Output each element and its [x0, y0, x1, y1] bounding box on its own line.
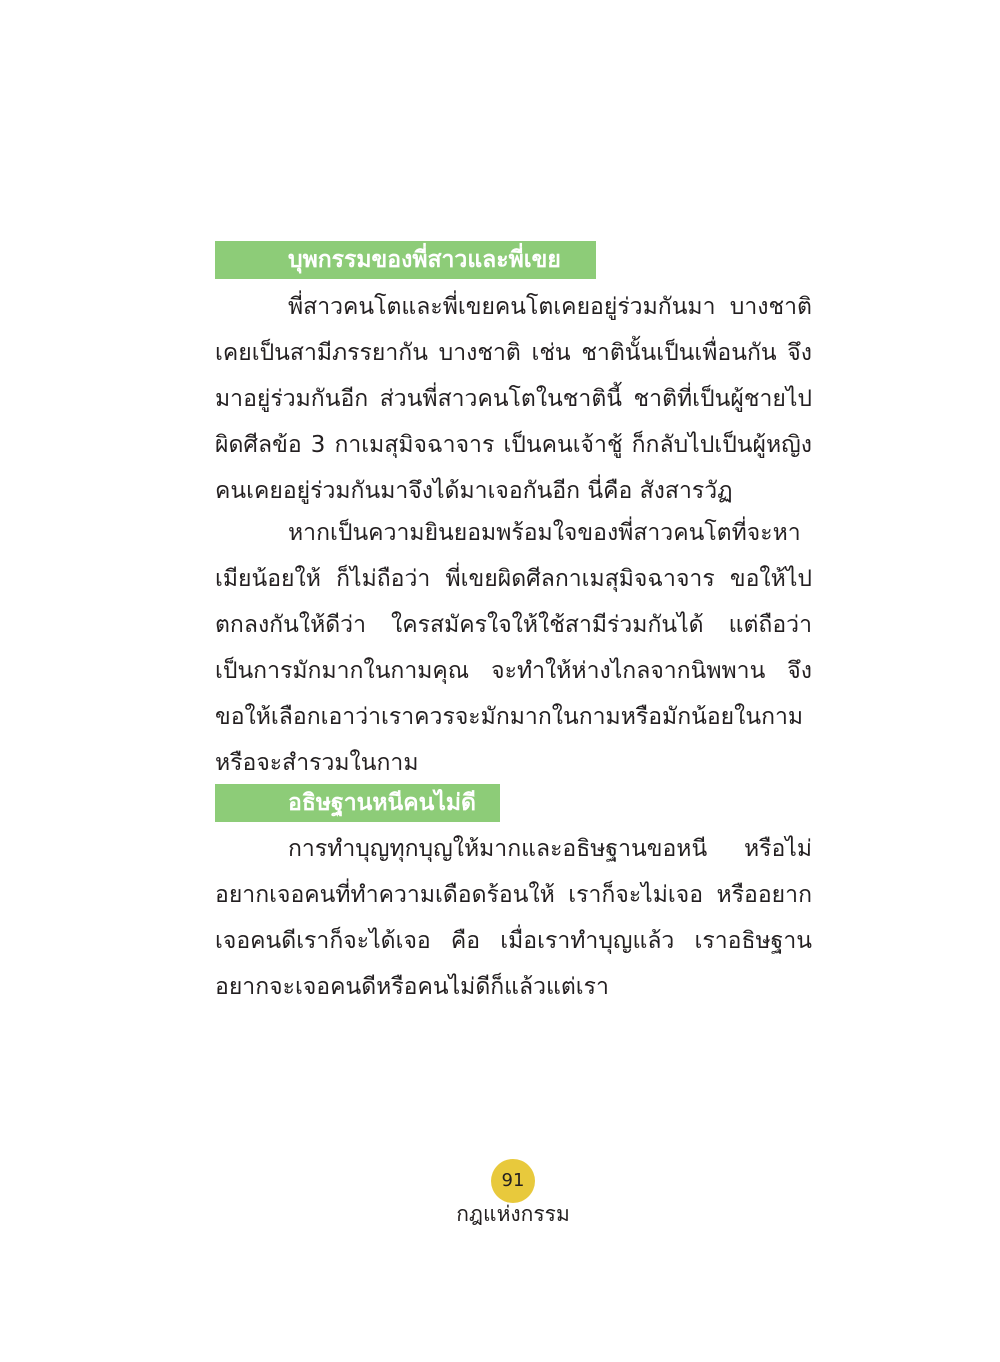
- paragraph-past-karma-1: พี่สาวคนโตและพี่เขยคนโตเคยอยู่ร่วมกันมา บางชาติเคยเป็นสามีภรรยากัน บางชาติ เช่น ชาตินั้นเป็นเพื่อนกัน จึงมาอยู่ร่วมกันอีก ส่วนพี่สาวคนโตในชาตินี้ ชาติที่เป็นผู้ชายไปผิดศีลข้อ 3 กาเมสุมิจฉาจาร เป็นคนเจ้าชู้ ก็กลับไปเป็นผู้หญิง คนเคยอยู่ร่วมกันมาจึงได้มาเจอกันอีก นี่คือ สังสารวัฏ: [215, 294, 812, 504]
- book-title: กฎแห่งกรรม: [456, 1202, 570, 1226]
- paragraph-past-karma-2: หากเป็นความยินยอมพร้อมใจของพี่สาวคนโตที่จะหาเมียน้อยให้ ก็ไม่ถือว่า พี่เขยผิดศีลกาเมสุมิจฉาจาร ขอให้ไปตกลงกันให้ดีว่า ใครสมัครใจให้ใช้สามีร่วมกันได้ แต่ถือว่าเป็นการมักมากในกามคุณ จะทำให้ห่างไกลจากนิพพาน จึงขอให้เลือกเอาว่าเราควรจะมักมากในกามหรือมักน้อยในกาม หรือจะสำรวมในกาม: [215, 520, 812, 776]
- section-heading-pray-avoid: อธิษฐานหนีคนไม่ดี: [215, 784, 500, 822]
- page-number-badge: 91: [491, 1159, 535, 1203]
- section-heading-past-karma: บุพกรรมของพี่สาวและพี่เขย: [215, 241, 596, 279]
- paragraph-pray-avoid-1: การทำบุญทุกบุญให้มากและอธิษฐานขอหนี หรือไม่อยากเจอคนที่ทำความเดือดร้อนให้ เราก็จะไม่เจอ หรืออยากเจอคนดีเราก็จะได้เจอ คือ เมื่อเราทำบุญแล้ว เราอธิษฐานอยากจะเจอคนดีหรือคนไม่ดีก็แล้วแต่เรา: [215, 836, 812, 1000]
